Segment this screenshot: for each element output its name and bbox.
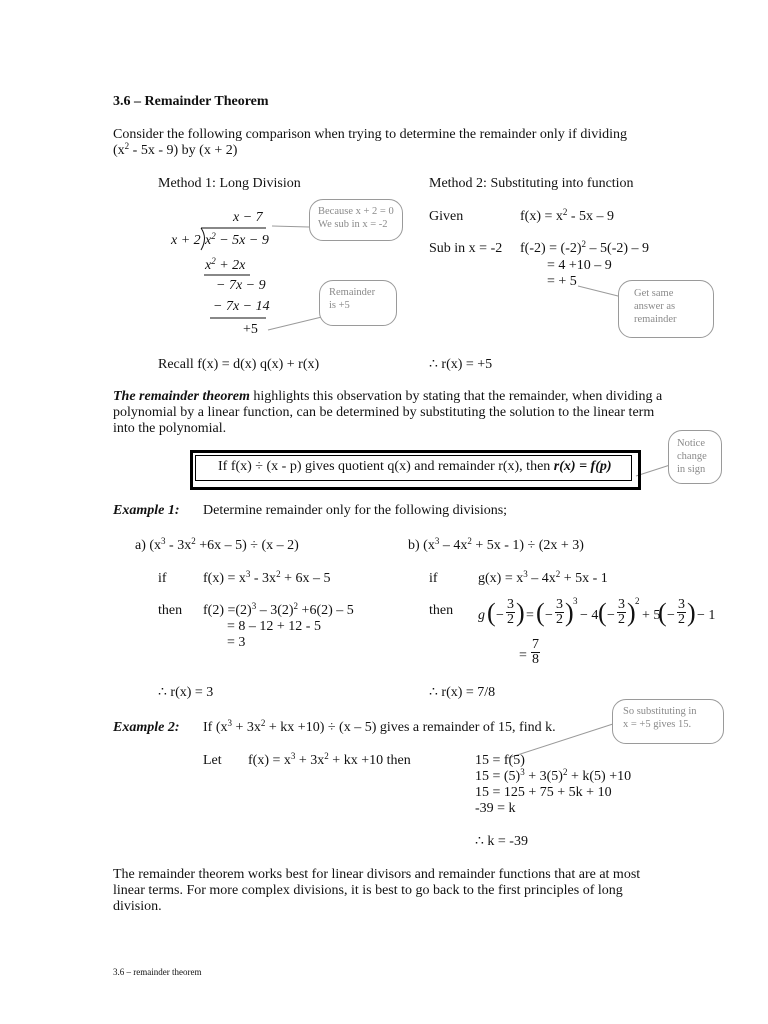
callout-remainder-line-1: Remainder	[329, 287, 376, 298]
conclusion-line-1: The remainder theorem works best for linear divisors and remainder functions that are at most	[113, 867, 641, 882]
answer-fraction: $\frac{7}{8}$	[532, 637, 539, 667]
intro-line-1: Consider the following comparison when trying to determine the remainder only if dividing	[113, 127, 628, 142]
theorem-line-3: into the polynomial.	[113, 421, 227, 436]
paren-close-3: )	[627, 598, 636, 627]
minus-2: −	[545, 608, 553, 623]
callout-same-line-3: remainder	[634, 314, 677, 325]
example1a-if-label: if	[158, 571, 167, 586]
division-step-1: $x^2 + 2x$	[205, 256, 246, 273]
callout-same-answer	[618, 280, 714, 338]
example1a-line-2: = 8 – 12 + 12 - 5	[227, 619, 321, 634]
example1b-if-expr: $g(x) = x^3 - 4x^2 + 5x - 1$	[478, 569, 608, 586]
minus-four: − 4	[580, 608, 599, 623]
conclusion-line-3: division.	[113, 899, 162, 914]
method1-title: Method 1: Long Division	[158, 176, 301, 191]
paren-close-4: )	[687, 598, 696, 627]
example1b-if-label: if	[429, 571, 438, 586]
callout-same-line-1: Get same	[634, 288, 674, 299]
method2-line-2: = 4 +10 – 9	[547, 258, 612, 273]
callout-notice-line-3: in sign	[677, 464, 706, 475]
power-2: 2	[635, 596, 640, 606]
paren-open-1: (	[487, 598, 496, 627]
example2-text: If ($x^3 + 3x^2$ + kx +10) ÷ (x – 5) gives a remainder of 15, find k.	[203, 718, 556, 735]
callout-remainder-line-2: is +5	[329, 300, 350, 311]
callout-notice-line-1: Notice	[677, 438, 705, 449]
callout-because	[309, 199, 403, 241]
power-3: 3	[573, 596, 578, 606]
example2-let-expr: $f(x) = x^3 + 3x^2$ + kx +10 then	[248, 751, 411, 768]
method2-sub-expr: $f(-2) = (-2)^2 - 5(-2) - 9$	[520, 239, 650, 256]
fraction-1: $\frac{3}{2}$	[507, 597, 514, 627]
intro-line-2: $(x^2 - 5x - 9)$ by (x + 2)	[113, 141, 238, 158]
paren-open-2: (	[536, 598, 545, 627]
callout-because-line-2: We sub in x = -2	[318, 219, 388, 230]
callout-substituting-line-2: x = +5 gives 15.	[623, 719, 692, 730]
paren-open-4: (	[658, 598, 667, 627]
theorem-line-1: The remainder theorem highlights this observation by stating that the remainder, when dividing a	[113, 389, 663, 404]
theorem-box-text: If f(x) ÷ (x - p) gives quotient q(x) and remainder r(x), then r(x) = f(p)	[218, 459, 612, 474]
example1a-then-expr: $f(2) =(2)^3 - 3(2)^2 +6(2) - 5$	[203, 601, 354, 618]
callout-remainder	[319, 280, 397, 326]
division-remainder: +5	[243, 322, 258, 337]
example1a-if-expr: $f(x) = x^3 - 3x^2 + 6x - 5$	[203, 569, 331, 586]
method2-sub-label: Sub in x = -2	[429, 241, 503, 256]
example1b-then-label: then	[429, 603, 454, 618]
callout-pointer-notice	[636, 465, 670, 476]
minus-1: −	[496, 608, 504, 623]
division-dividend: $x^2 - 5x - 9$	[205, 231, 269, 248]
callout-notice-line-2: change	[677, 451, 707, 462]
example1b-title: b) $(x^3 - 4x^2 + 5x - 1) \div (2x + 3)$	[408, 536, 584, 553]
division-bracket-curve	[201, 228, 205, 250]
example1-label: Example 1:	[113, 503, 180, 518]
minus-3: −	[607, 608, 615, 623]
equals-2: =	[519, 648, 527, 663]
method2-line-3: = + 5	[547, 274, 577, 289]
example2-line-4: -39 = k	[475, 801, 516, 816]
example2-let-label: Let	[203, 753, 222, 768]
method2-given-label: Given	[429, 209, 464, 224]
page-footer: 3.6 – remainder theorem	[113, 967, 202, 977]
recall-statement: Recall f(x) = d(x) q(x) + r(x)	[158, 357, 320, 372]
example1b-result: ∴ r(x) = 7/8	[429, 685, 496, 700]
example2-result: ∴ k = -39	[475, 834, 528, 849]
equals-1: =	[526, 608, 534, 623]
paren-open-3: (	[598, 598, 607, 627]
callout-substituting	[612, 699, 724, 744]
example2-label: Example 2:	[113, 720, 180, 735]
callout-same-line-2: answer as	[634, 301, 676, 312]
plus-five: + 5	[642, 608, 661, 623]
conclusion-line-2: linear terms. For more complex divisions, it is best to go back to the first principles of long	[113, 883, 623, 898]
division-divisor: x + 2	[171, 233, 201, 248]
example1a-then-label: then	[158, 603, 183, 618]
callout-substituting-line-1: So substituting in	[623, 706, 697, 717]
division-step-3: − 7x − 14	[213, 299, 270, 314]
example2-line-2: $15 = (5)^3 + 3(5)^2 + k(5) +10$	[475, 767, 632, 784]
method2-title: Method 2: Substituting into function	[429, 176, 634, 191]
fraction-4: $\frac{3}{2}$	[678, 597, 685, 627]
method2-given-expr: $f(x) = x^2 - 5x - 9$	[520, 207, 615, 224]
division-quotient: x − 7	[233, 210, 263, 225]
fraction-3: $\frac{3}{2}$	[618, 597, 625, 627]
callout-notice	[668, 430, 722, 484]
example1a-title: a) $(x^3 - 3x^2 +6x - 5) \div (x - 2)$	[135, 536, 299, 553]
example1b-g: g	[478, 608, 485, 623]
callout-pointer-because	[272, 226, 309, 227]
recall-result: ∴ r(x) = +5	[429, 357, 493, 372]
fraction-2: $\frac{3}{2}$	[556, 597, 563, 627]
example2-line-3: 15 = 125 + 75 + 5k + 10	[475, 785, 612, 800]
example1-text: Determine remainder only for the following divisions;	[203, 503, 508, 518]
paren-close-2: )	[565, 598, 574, 627]
callout-because-line-1: Because x + 2 = 0	[318, 206, 394, 217]
division-step-2: − 7x − 9	[216, 278, 266, 293]
minus-one: − 1	[697, 608, 716, 623]
paren-close-1: )	[516, 598, 525, 627]
minus-4: −	[667, 608, 675, 623]
example1a-result: ∴ r(x) = 3	[158, 685, 214, 700]
theorem-line-2: polynomial by a linear function, can be determined by substituting the solution to the linear term	[113, 405, 655, 420]
example2-line-1: 15 = f(5)	[475, 753, 525, 768]
page-heading: 3.6 – Remainder Theorem	[113, 94, 269, 109]
example1a-line-3: = 3	[227, 635, 246, 650]
